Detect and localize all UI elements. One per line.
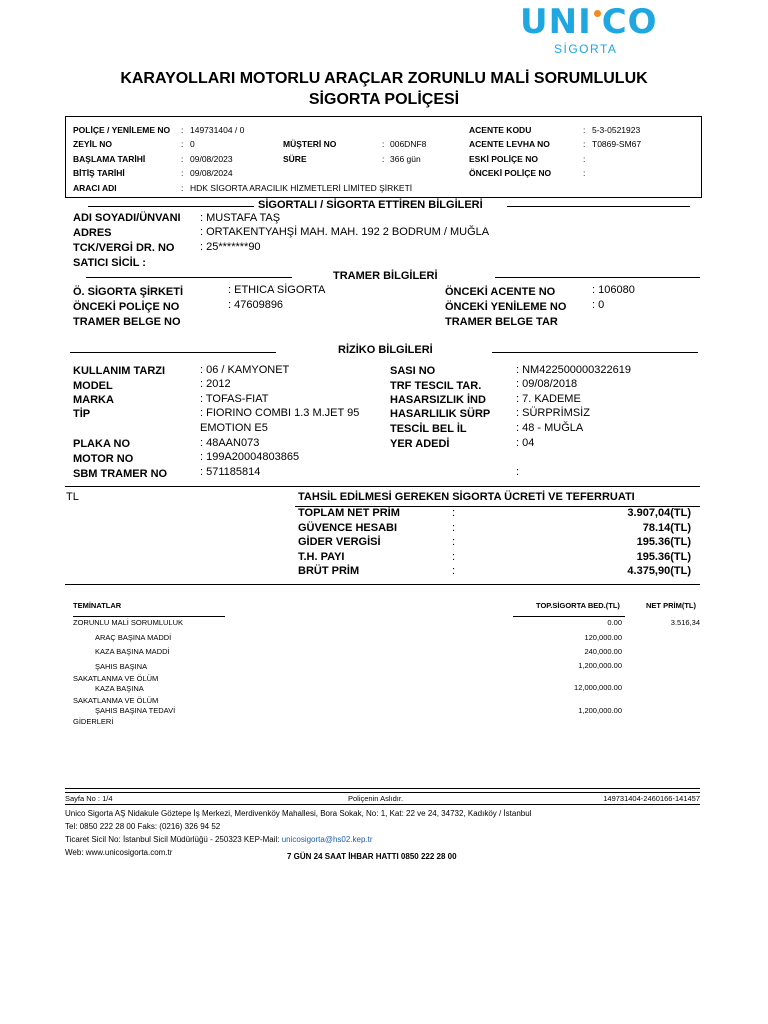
coverage-header-rule-right bbox=[513, 616, 625, 617]
logo-subtitle: SİGORTA bbox=[554, 42, 618, 56]
company-phone: Tel: 0850 222 28 00 Faks: (0216) 326 94 52 bbox=[65, 822, 221, 831]
baslama-value: 09/08/2023 bbox=[190, 154, 233, 164]
onceki-yenileme-label: ÖNCEKİ YENİLEME NO bbox=[445, 301, 567, 313]
insured-header-rule-right bbox=[507, 206, 690, 207]
onceki-police-colon: : bbox=[583, 168, 586, 178]
police-no-label: POLİÇE / YENİLEME NO bbox=[73, 125, 171, 135]
premium-row-value: 78.14(TL) bbox=[642, 522, 691, 534]
acente-levha-value: T0869-SM67 bbox=[592, 139, 642, 149]
adres-label: ADRES bbox=[73, 227, 112, 239]
premium-row-colon: : bbox=[452, 522, 456, 534]
plaka-value: : 48AAN073 bbox=[200, 437, 260, 449]
hotline-text: 7 GÜN 24 SAAT İHBAR HATTI 0850 222 28 00 bbox=[287, 852, 457, 861]
acente-levha-label: ACENTE LEVHA NO bbox=[469, 139, 550, 149]
company-address: Unico Sigorta AŞ Nidakule Göztepe İş Merkezi, Merdivenköy Mahallesi, Bora Sokak, No: 1, Kat: 22 ve 24, 34732, Kadıköy / İstanbul bbox=[65, 809, 532, 818]
marka-value: : TOFAS-FIAT bbox=[200, 393, 269, 405]
risk-section-header: RİZİKO BİLGİLERİ bbox=[338, 344, 433, 356]
sure-colon: : bbox=[382, 154, 385, 164]
sbm-tramer-value: : 571185814 bbox=[200, 466, 261, 478]
tramer-belge-tar-label: TRAMER BELGE TAR bbox=[445, 316, 558, 328]
araci-label: ARACI ADI bbox=[73, 183, 117, 193]
tip-value-continued: EMOTION E5 bbox=[200, 422, 268, 434]
trf-tescil-value: : 09/08/2018 bbox=[516, 378, 578, 390]
sure-value: 366 gün bbox=[390, 154, 421, 164]
kep-mail-link[interactable]: unicosigorta@hs02.kep.tr bbox=[281, 835, 373, 844]
eski-police-colon: : bbox=[583, 154, 586, 164]
tramer-header-rule-right bbox=[495, 277, 700, 278]
hasarsizlik-label: HASARSIZLIK İND bbox=[390, 394, 486, 406]
premium-row-colon: : bbox=[452, 565, 456, 577]
tck-value: : 25*******90 bbox=[200, 241, 261, 253]
hasarlilik-value: : SÜRPRİMSİZ bbox=[516, 407, 590, 419]
coverage-row-label: ARAÇ BAŞINA MADDİ bbox=[95, 633, 172, 642]
tip-value: : FIORINO COMBI 1.3 M.JET 95 bbox=[200, 407, 360, 419]
tramer-header-rule-left bbox=[86, 277, 292, 278]
marka-label: MARKA bbox=[73, 394, 114, 406]
coverage-row-prefix: SAKATLANMA VE ÖLÜM bbox=[73, 674, 159, 683]
coverage-row-label: KAZA BAŞINA bbox=[95, 684, 144, 693]
premium-row-value: 4.375,90(TL) bbox=[627, 565, 691, 577]
ad-soyad-label: ADI SOYADI/ÜNVANI bbox=[73, 212, 181, 224]
document-title-line2: SİGORTA POLİÇESİ bbox=[308, 91, 460, 108]
company-website[interactable]: Web: www.unicosigorta.com.tr bbox=[65, 848, 173, 857]
coverage-row-bedel: 240,000.00 bbox=[584, 647, 622, 656]
sigorta-sirketi-value: : ETHICA SİGORTA bbox=[228, 284, 326, 296]
araci-colon: : bbox=[181, 183, 184, 193]
motor-value: : 199A20004803865 bbox=[200, 451, 300, 463]
logo-dot-icon bbox=[594, 10, 601, 17]
tramer-onceki-police-value: : 47609896 bbox=[228, 299, 284, 311]
acente-kodu-colon: : bbox=[583, 125, 586, 135]
adres-value: : ORTAKENTYAHŞİ MAH. MAH. 192 2 BODRUM / MUĞLA bbox=[200, 226, 490, 238]
currency-label: TL bbox=[66, 491, 79, 503]
zeyil-no-colon: : bbox=[181, 139, 184, 149]
satici-sicil-label: SATICI SİCİL : bbox=[73, 257, 146, 269]
onceki-acente-value: : 106080 bbox=[592, 284, 635, 296]
bitis-value: 09/08/2024 bbox=[190, 168, 233, 178]
hasarsizlik-value: : 7. KADEME bbox=[516, 393, 581, 405]
trf-tescil-label: TRF TESCIL TAR. bbox=[390, 380, 482, 392]
model-value: : 2012 bbox=[200, 378, 231, 390]
eski-police-label: ESKİ POLİÇE NO bbox=[469, 154, 538, 164]
tramer-onceki-police-label: ÖNCEKİ POLİÇE NO bbox=[73, 301, 180, 313]
onceki-acente-label: ÖNCEKİ ACENTE NO bbox=[445, 286, 556, 298]
registry-text: Ticaret Sicil No: İstanbul Sicil Müdürlüğü - 250323 KEP-Mail: bbox=[65, 835, 282, 844]
yer-adedi-label: YER ADEDİ bbox=[390, 438, 450, 450]
sigorta-sirketi-label: Ö. SİGORTA ŞİRKETİ bbox=[73, 286, 184, 298]
sasi-label: SASI NO bbox=[390, 365, 436, 377]
zeyil-no-label: ZEYİL NO bbox=[73, 139, 113, 149]
model-label: MODEL bbox=[73, 380, 113, 392]
sure-label: SÜRE bbox=[283, 154, 307, 164]
musteri-value: 006DNF8 bbox=[390, 139, 427, 149]
musteri-label: MÜŞTERİ NO bbox=[283, 139, 337, 149]
ad-soyad-value: : MUSTAFA TAŞ bbox=[200, 212, 281, 224]
sbm-tramer-label: SBM TRAMER NO bbox=[73, 468, 168, 480]
sasi-value: : NM422500000322619 bbox=[516, 364, 631, 376]
unico-logo bbox=[520, 2, 658, 56]
policy-original-note: Poliçenin Aslıdır. bbox=[348, 794, 404, 803]
coverage-main-prim: 3.516,34 bbox=[670, 618, 700, 627]
premium-row-colon: : bbox=[452, 507, 456, 519]
logo-text-uni: UNI bbox=[520, 2, 592, 42]
kullanim-tarzi-value: : 06 / KAMYONET bbox=[200, 364, 290, 376]
premium-top-rule bbox=[65, 486, 700, 487]
premium-row-label: T.H. PAYI bbox=[298, 551, 345, 563]
coverage-col-teminat: TEMİNATLAR bbox=[73, 601, 122, 610]
acente-kodu-value: 5-3-0521923 bbox=[592, 125, 641, 135]
yer-adedi-value: : 04 bbox=[516, 437, 535, 449]
tescil-il-value: : 48 - MUĞLA bbox=[516, 422, 584, 434]
kullanim-tarzi-label: KULLANIM TARZI bbox=[73, 365, 166, 377]
insured-section-header: SİGORTALI / SİGORTA ETTİREN BİLGİLERİ bbox=[258, 199, 483, 211]
acente-kodu-label: ACENTE KODU bbox=[469, 125, 532, 135]
premium-row-value: 195.36(TL) bbox=[636, 551, 691, 563]
motor-label: MOTOR NO bbox=[73, 453, 134, 465]
plaka-label: PLAKA NO bbox=[73, 438, 131, 450]
coverage-row-label: ŞAHIS BAŞINA bbox=[95, 662, 148, 671]
coverage-row-bedel: 120,000.00 bbox=[584, 633, 622, 642]
premium-row-label: TOPLAM NET PRİM bbox=[298, 507, 400, 519]
premium-bottom-rule bbox=[65, 584, 700, 585]
coverage-row-bedel: 12,000,000.00 bbox=[574, 683, 622, 692]
police-no-value: 149731404 / 0 bbox=[190, 125, 245, 135]
onceki-yenileme-value: : 0 bbox=[592, 299, 605, 311]
footer-rule bbox=[65, 804, 700, 805]
araci-value: HDK SİGORTA ARACILIK HİZMETLERİ LİMİTED ŞİRKETİ bbox=[190, 183, 413, 193]
musteri-colon: : bbox=[382, 139, 385, 149]
premium-row-colon: : bbox=[452, 536, 456, 548]
risk-header-rule-left bbox=[70, 352, 276, 353]
tescil-il-label: TESCİL BEL İL bbox=[390, 423, 467, 435]
coverage-row-label: ŞAHIS BAŞINA TEDAVİ bbox=[95, 706, 176, 715]
empty-colon: : bbox=[516, 466, 520, 478]
document-reference: 149731404-2460166-141457 bbox=[603, 794, 700, 803]
page-number: Sayfa No : 1/4 bbox=[65, 794, 113, 803]
premium-row-value: 195.36(TL) bbox=[636, 536, 691, 548]
premium-section-header: TAHSİL EDİLMESİ GEREKEN SİGORTA ÜCRETİ VE TEFERRUATI bbox=[298, 491, 635, 503]
premium-row-value: 3.907,04(TL) bbox=[627, 507, 691, 519]
bitis-label: BİTİŞ TARİHİ bbox=[73, 168, 125, 178]
document-title-line1: KARAYOLLARI MOTORLU ARAÇLAR ZORUNLU MALİ SORUMLULUK bbox=[120, 70, 648, 87]
coverage-row-suffix: GİDERLERİ bbox=[73, 717, 114, 726]
coverage-col-prim: NET PRİM(TL) bbox=[646, 601, 696, 610]
coverage-col-bedel: TOP.SİGORTA BED.(TL) bbox=[536, 601, 620, 610]
hasarlilik-label: HASARLILIK SÜRP bbox=[390, 408, 491, 420]
coverage-header-rule-left bbox=[73, 616, 225, 617]
premium-row-label: GİDER VERGİSİ bbox=[298, 536, 381, 548]
coverage-row-bedel: 1,200,000.00 bbox=[578, 706, 622, 715]
tip-label: TİP bbox=[73, 408, 91, 420]
baslama-colon: : bbox=[181, 154, 184, 164]
premium-row-label: GÜVENCE HESABI bbox=[298, 522, 398, 534]
insured-header-rule-left bbox=[88, 206, 254, 207]
company-registry bbox=[65, 835, 373, 844]
police-no-colon: : bbox=[181, 125, 184, 135]
premium-row-label: BRÜT PRİM bbox=[298, 565, 360, 577]
risk-header-rule-right bbox=[492, 352, 698, 353]
logo-text-co: CO bbox=[601, 2, 658, 42]
baslama-label: BAŞLAMA TARİHİ bbox=[73, 154, 146, 164]
tck-label: TCK/VERGİ DR. NO bbox=[73, 242, 175, 254]
zeyil-no-value: 0 bbox=[190, 139, 195, 149]
bitis-colon: : bbox=[181, 168, 184, 178]
coverage-row-prefix: SAKATLANMA VE ÖLÜM bbox=[73, 696, 159, 705]
tramer-belge-no-label: TRAMER BELGE NO bbox=[73, 316, 181, 328]
onceki-police-label: ÖNCEKİ POLİÇE NO bbox=[469, 168, 552, 178]
coverage-main-bedel: 0.00 bbox=[607, 618, 622, 627]
acente-levha-colon: : bbox=[583, 139, 586, 149]
footer-double-rule bbox=[65, 788, 700, 793]
tramer-section-header: TRAMER BİLGİLERİ bbox=[333, 270, 438, 282]
coverage-row-label: KAZA BAŞINA MADDİ bbox=[95, 647, 170, 656]
coverage-row-bedel: 1,200,000.00 bbox=[578, 661, 622, 670]
premium-row-colon: : bbox=[452, 551, 456, 563]
coverage-main-label: ZORUNLU MALİ SORUMLULUK bbox=[73, 618, 184, 627]
